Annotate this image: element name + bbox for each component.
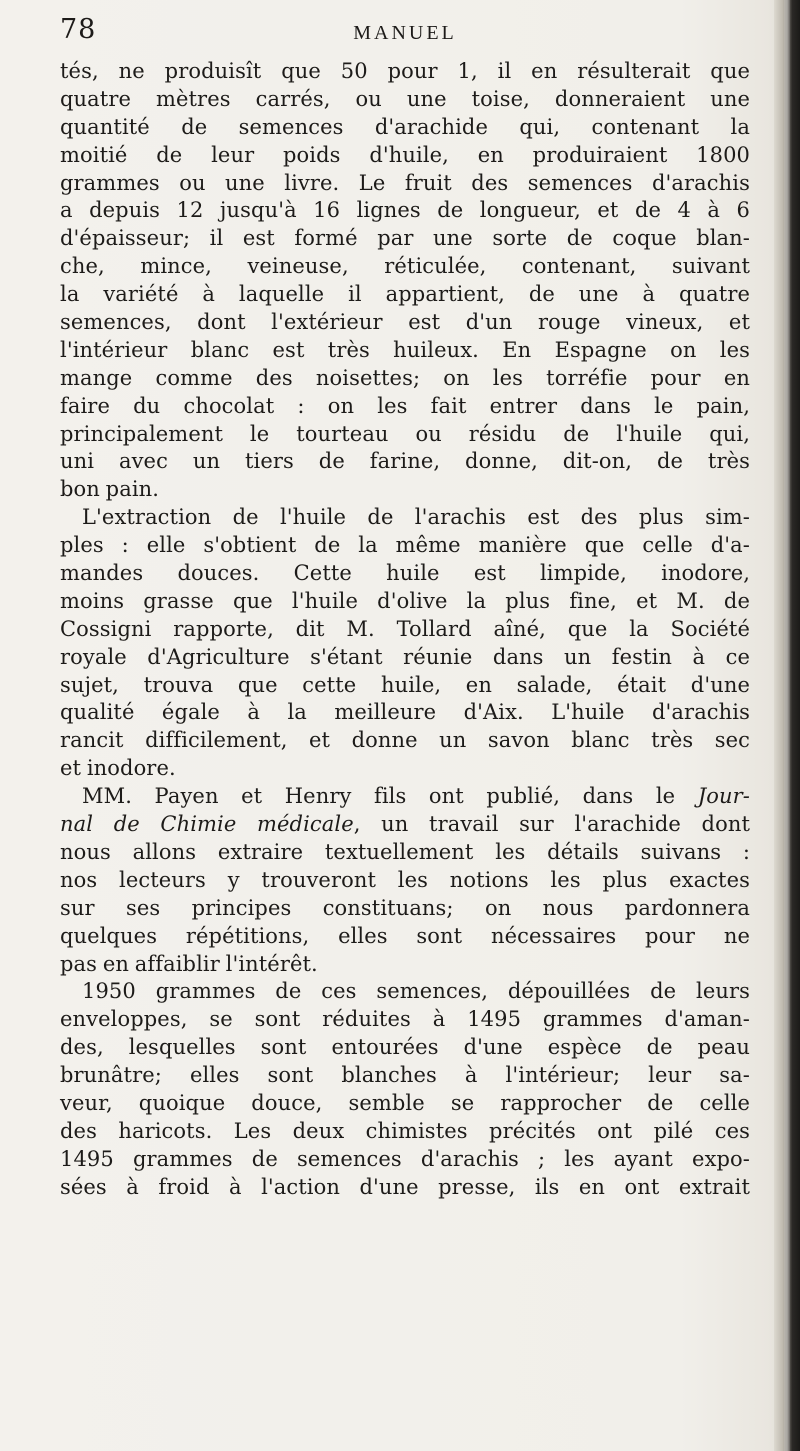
body-text — [60, 58, 750, 1202]
text-line: 1495 grammes de semences d'arachis ; les ayant expo- — [60, 1146, 750, 1171]
text-line: che, mince, veineuse, réticulée, contenant, suivant — [60, 254, 750, 279]
page-number: 78 — [60, 14, 97, 45]
text-line: des haricots. Les deux chimistes précités ont pilé ces — [60, 1118, 750, 1143]
page-header — [60, 14, 750, 54]
text-line: des, lesquelles sont entourées d'une espèce de peau — [60, 1035, 750, 1060]
text-line: royale d'Agriculture s'étant réunie dans un festin à ce — [60, 644, 750, 669]
text-line: a depuis 12 jusqu'à 16 lignes de longueur, et de 4 à 6 — [60, 198, 750, 223]
text-line: quantité de semences d'arachide qui, contenant la — [60, 114, 750, 139]
text-line: quelques répétitions, elles sont nécessaires pour ne — [60, 923, 750, 948]
text-line: semences, dont l'extérieur est d'un rouge vineux, et — [60, 310, 750, 335]
text-line: sujet, trouva que cette huile, en salade, était d'une — [60, 672, 750, 697]
text-line: la variété à laquelle il appartient, de une à quatre — [60, 282, 750, 307]
text-line: qualité égale à la meilleure d'Aix. L'huile d'arachis — [60, 700, 750, 725]
text-line: mange comme des noisettes; on les torréfie pour en — [60, 365, 750, 390]
text-line: d'épaisseur; il est formé par une sorte de coque blan- — [60, 226, 750, 251]
text-line: veur, quoique douce, semble se rapprocher de celle — [60, 1090, 750, 1115]
text-line: Cossigni rapporte, dit M. Tollard aîné, que la Société — [60, 616, 750, 641]
text-line: principalement le tourteau ou résidu de l'huile qui, — [60, 421, 750, 446]
paragraph-start-line: L'extraction de l'huile de l'arachis est des plus sim- — [82, 505, 750, 530]
paragraph-start-line: 1950 grammes de ces semences, dépouillées de leurs — [82, 979, 750, 1004]
text-line: quatre mètres carrés, ou une toise, donneraient une — [60, 86, 750, 111]
text-line: sur ses principes constituans; on nous pardonnera — [60, 895, 750, 920]
text-line: et inodore. — [60, 756, 176, 781]
journal-title-end: nal de Chimie médicale — [60, 812, 354, 837]
text-line: pas en affaiblir l'intérêt. — [60, 951, 318, 976]
running-title: MANUEL — [353, 22, 457, 44]
text-line: brunâtre; elles sont blanches à l'intérieur; leur sa- — [60, 1063, 750, 1088]
text-line: nos lecteurs y trouveront les notions les plus exactes — [60, 867, 750, 892]
text-line: l'intérieur blanc est très huileux. En Espagne on les — [60, 337, 750, 362]
text-line: moins grasse que l'huile d'olive la plus fine, et M. de — [60, 588, 750, 613]
text-line: rancit difficilement, et donne un savon blanc très sec — [60, 728, 750, 753]
page-edge-highlight — [784, 0, 790, 1451]
text-line: grammes ou une livre. Le fruit des semences d'arachis — [60, 170, 750, 195]
text-line: moitié de leur poids d'huile, en produiraient 1800 — [60, 142, 750, 167]
text-line: sées à froid à l'action d'une presse, ils en ont extrait — [60, 1174, 750, 1199]
text-line — [60, 811, 750, 839]
text-line: nous allons extraire textuellement les détails suivans : — [60, 839, 750, 864]
text-line: tés, ne produisît que 50 pour 1, il en résulterait que — [60, 59, 750, 83]
text-line: uni avec un tiers de farine, donne, dit-on, de très — [60, 449, 750, 474]
text-line: enveloppes, se sont réduites à 1495 grammes d'aman- — [60, 1007, 750, 1032]
paragraph-start-line — [60, 783, 750, 811]
journal-title-start: Jour- — [697, 784, 750, 809]
text-line: faire du chocolat : on les fait entrer dans le pain, — [60, 393, 750, 418]
line-segment: MM. Payen et Henry fils ont publié, dans le — [82, 784, 698, 809]
text-line: bon pain. — [60, 477, 160, 502]
text-line: mandes douces. Cette huile est limpide, inodore, — [60, 561, 750, 586]
line-segment: , un travail sur l'arachide dont — [353, 812, 750, 837]
text-line: ples : elle s'obtient de la même manière que celle d'a- — [60, 533, 750, 558]
